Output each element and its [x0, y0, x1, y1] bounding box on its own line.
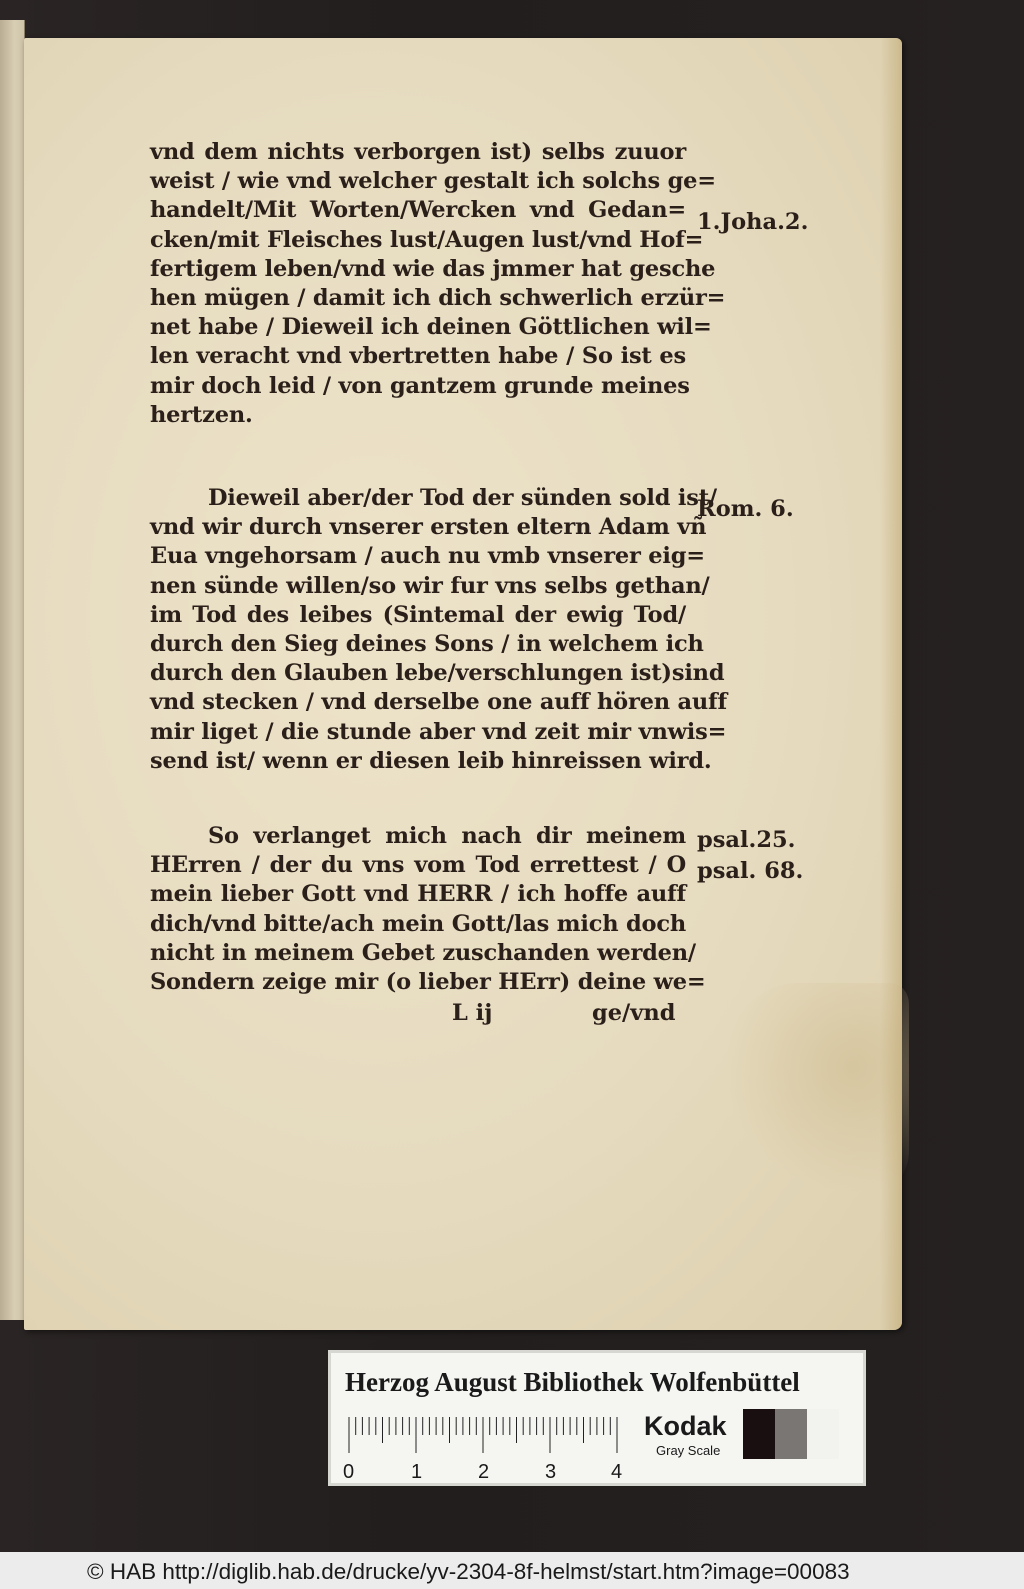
gray-swatch-light [807, 1409, 839, 1459]
facing-page-edge [0, 20, 25, 1320]
margin-note-psalm-68: psal. 68. [697, 858, 804, 884]
text-line: mein lieber Gott vnd HERR / ich hoffe auff [150, 881, 686, 908]
margin-note-john: 1.Joha.2. [697, 209, 809, 235]
copyright-source: © HAB http://diglib.hab.de/drucke/yv-2304-8f-helmst/start.htm?image=00083 [87, 1559, 850, 1584]
signature-mark: L ij [452, 1000, 493, 1026]
text-line: HErren / der du vns vom Tod errettest / O [150, 852, 686, 879]
paragraph-2 [150, 484, 727, 776]
text-line: durch den Sieg deines Sons / in welchem ich [150, 631, 704, 658]
text-line: Sondern zeige mir (o lieber HErr) deine we= [150, 969, 706, 996]
ruler-number: 0 [343, 1461, 355, 1483]
text-line: handelt/Mit Worten/Wercken vnd Gedan= [150, 197, 686, 224]
text-line: cken/mit Fleisches lust/Augen lust/vnd Hof= [150, 226, 704, 253]
text-line: fertigem leben/vnd wie das jmmer hat gesche [150, 255, 716, 282]
paragraph-1 [150, 138, 726, 430]
measurement-ruler [347, 1417, 621, 1453]
library-color-card [328, 1350, 866, 1486]
text-line: vnd stecken / vnd derselbe one auff hören auff [150, 689, 727, 716]
ruler-number: 3 [545, 1461, 557, 1483]
ruler-number: 4 [611, 1461, 623, 1483]
text-line: im Tod des leibes (Sintemal der ewig Tod/ [150, 601, 686, 628]
gray-swatch-mid [775, 1409, 807, 1459]
text-line: So verlanget mich nach dir meinem [208, 823, 686, 849]
kodak-brand: Kodak [644, 1411, 727, 1441]
gray-scale-label: Gray Scale [656, 1443, 721, 1458]
text-line: net habe / Dieweil ich deinen Göttlichen wil= [150, 314, 712, 341]
text-line: dich/vnd bitte/ach mein Gott/las mich doch [150, 910, 686, 937]
catchword: ge/vnd [592, 1000, 676, 1026]
text-line: len veracht vnd vbertretten habe / So ist es [150, 343, 686, 370]
margin-note-psalm-25: psal.25. [697, 827, 796, 853]
margin-note-romans: Rom. 6. [697, 496, 794, 522]
text-line: Dieweil aber/der Tod der sünden sold ist/ [208, 485, 717, 511]
paragraph-3 [150, 822, 706, 997]
text-line: vnd wir durch vnserer ersten eltern Adam vñ [150, 514, 707, 541]
text-line: vnd dem nichts verborgen ist) selbs zuuor [150, 139, 686, 165]
text-line: hen mügen / damit ich dich schwerlich erzür= [150, 285, 726, 312]
page-stain [724, 983, 909, 1193]
ruler-number: 2 [478, 1461, 490, 1483]
text-line: weist / wie vnd welcher gestalt ich solchs ge= [150, 168, 716, 195]
gray-swatch-dark [743, 1409, 775, 1459]
text-line: durch den Glauben lebe/verschlungen ist)sind [150, 660, 725, 687]
text-line: nen sünde willen/so wir fur vns selbs gethan/ [150, 572, 710, 599]
footer-bar [0, 1552, 1024, 1589]
ruler-number: 1 [411, 1461, 423, 1483]
text-line: send ist/ wenn er diesen leib hinreissen wird. [150, 747, 712, 774]
text-line: mir liget / die stunde aber vnd zeit mir vnwis= [150, 718, 727, 745]
text-line: mir doch leid / von gantzem grunde meines [150, 372, 690, 399]
text-line: hertzen. [150, 401, 253, 428]
text-line: Eua vngehorsam / auch nu vmb vnserer eig= [150, 543, 705, 570]
text-line: nicht in meinem Gebet zuschanden werden/ [150, 939, 696, 966]
library-name: Herzog August Bibliothek Wolfenbüttel [345, 1367, 800, 1397]
